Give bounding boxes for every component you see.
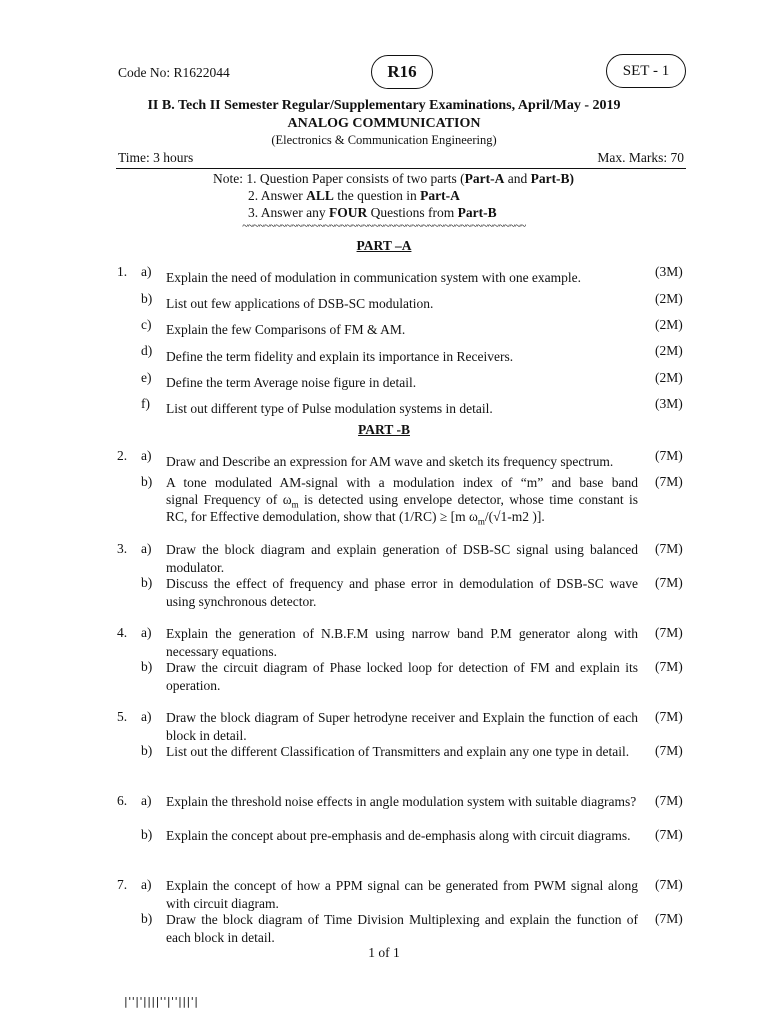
- note-line-3: 3. Answer any FOUR Questions from Part-B: [248, 205, 497, 220]
- question-number: 5.: [117, 709, 128, 724]
- question-text-line: A tone modulated AM-signal with a modulation index of “m” and base band: [166, 475, 638, 490]
- subquestion-label: a): [141, 541, 152, 556]
- question-text: Define the term fidelity and explain its importance in Receivers.: [166, 349, 514, 364]
- question-marks: (3M): [655, 396, 683, 411]
- question-marks: (2M): [655, 370, 683, 385]
- question-number: 7.: [117, 877, 128, 892]
- subquestion-label: b): [141, 911, 153, 926]
- subquestion-label: b): [141, 291, 153, 306]
- exam-time: Time: 3 hours: [118, 150, 194, 165]
- subquestion-label: d): [141, 343, 153, 358]
- question-marks: (7M): [655, 659, 683, 674]
- subquestion-label: a): [141, 264, 152, 279]
- subquestion-label: b): [141, 743, 153, 758]
- question-text: Explain the threshold noise effects in angle modulation system with suitable diagrams?: [166, 794, 637, 809]
- subquestion-label: b): [141, 827, 153, 842]
- question-marks: (7M): [655, 625, 683, 640]
- question-marks: (7M): [655, 709, 683, 724]
- header-rule: [116, 168, 686, 169]
- subquestion-label: e): [141, 370, 152, 385]
- question-number: 4.: [117, 625, 128, 640]
- subquestion-label: a): [141, 877, 152, 892]
- question-marks: (7M): [655, 827, 683, 842]
- question-text: Discuss the effect of frequency and phase error in demodulation of DSB-SC wave using synchronous detector.: [166, 576, 638, 609]
- code-number: Code No: R1622044: [118, 65, 230, 80]
- question-text: List out different type of Pulse modulation systems in detail.: [166, 401, 493, 416]
- question-marks: (7M): [655, 474, 683, 489]
- page-number: 1 of 1: [368, 945, 400, 960]
- question-number: 1.: [117, 264, 128, 279]
- regulation-badge: R16: [371, 55, 433, 89]
- question-text: Explain the concept about pre-emphasis and de-emphasis along with circuit diagrams.: [166, 828, 631, 843]
- question-text: Explain the need of modulation in communication system with one example.: [166, 270, 582, 285]
- question-text: Draw the circuit diagram of Phase locked loop for detection of FM and explain its operation.: [166, 660, 638, 693]
- question-marks: (7M): [655, 448, 683, 463]
- question-marks: (2M): [655, 343, 683, 358]
- question-marks: (7M): [655, 541, 683, 556]
- note-line-2: 2. Answer ALL the question in Part-A: [248, 188, 460, 203]
- subquestion-label: a): [141, 625, 152, 640]
- question-marks: (7M): [655, 743, 683, 758]
- subquestion-label: c): [141, 317, 152, 332]
- note-divider: ~~~~~~~~~~~~~~~~~~~~~~~~~~~~~~~~~~~~~~~~~~~~~~~~~~~~: [242, 220, 526, 232]
- question-marks: (2M): [655, 317, 683, 332]
- subject-title: ANALOG COMMUNICATION: [287, 116, 481, 131]
- note-line-1: Note: 1. Question Paper consists of two parts (Part-A and Part-B): [213, 171, 575, 186]
- set-badge: SET - 1: [606, 54, 686, 88]
- question-text: Draw the block diagram and explain generation of DSB-SC signal using balanced modulator.: [166, 542, 638, 575]
- subquestion-label: b): [141, 575, 153, 590]
- question-number: 3.: [117, 541, 128, 556]
- exam-title: II B. Tech II Semester Regular/Supplementary Examinations, April/May - 2019: [147, 98, 621, 113]
- question-text-line: RC, for Effective demodulation, show that (1/RC) ≥ [m $\omega_m/(√1-m2$ )].: [166, 509, 545, 527]
- subquestion-label: b): [141, 474, 153, 489]
- question-marks: (7M): [655, 575, 683, 590]
- question-text: Explain the few Comparisons of FM & AM.: [166, 322, 406, 337]
- subquestion-label: b): [141, 659, 153, 674]
- part-b-title: PART -B: [358, 422, 410, 437]
- subquestion-label: a): [141, 709, 152, 724]
- question-text-line: signal Frequency of $\omega_m$ is detected using envelope detector, whose time constant is: [166, 492, 638, 510]
- max-marks: Max. Marks: 70: [597, 150, 684, 165]
- question-marks: (2M): [655, 291, 683, 306]
- subquestion-label: a): [141, 448, 152, 463]
- question-text: Explain the concept of how a PPM signal can be generated from PWM signal along with circuit diagram.: [166, 878, 638, 911]
- barcode-text: |''|'||||''|''|||'|: [124, 995, 199, 1008]
- question-text: Draw the block diagram of Time Division Multiplexing and explain the function of each block in detail.: [166, 912, 638, 945]
- question-marks: (7M): [655, 793, 683, 808]
- question-text: List out few applications of DSB-SC modulation.: [166, 296, 434, 311]
- question-text: List out the different Classification of Transmitters and explain any one type in detail.: [166, 744, 630, 759]
- subquestion-label: a): [141, 793, 152, 808]
- branch-title: (Electronics & Communication Engineering): [271, 133, 497, 147]
- question-text: Explain the generation of N.B.F.M using narrow band P.M generator along with necessary equations.: [166, 626, 638, 659]
- question-number: 2.: [117, 448, 128, 463]
- question-marks: (3M): [655, 264, 683, 279]
- part-a-title: PART –A: [356, 238, 412, 253]
- question-text: Draw the block diagram of Super hetrodyne receiver and Explain the function of each block in detail.: [166, 710, 638, 743]
- question-marks: (7M): [655, 877, 683, 892]
- question-text: Draw and Describe an expression for AM wave and sketch its frequency spectrum.: [166, 454, 614, 469]
- question-text: Define the term Average noise figure in detail.: [166, 375, 417, 390]
- question-number: 6.: [117, 793, 128, 808]
- subquestion-label: f): [141, 396, 150, 411]
- question-marks: (7M): [655, 911, 683, 926]
